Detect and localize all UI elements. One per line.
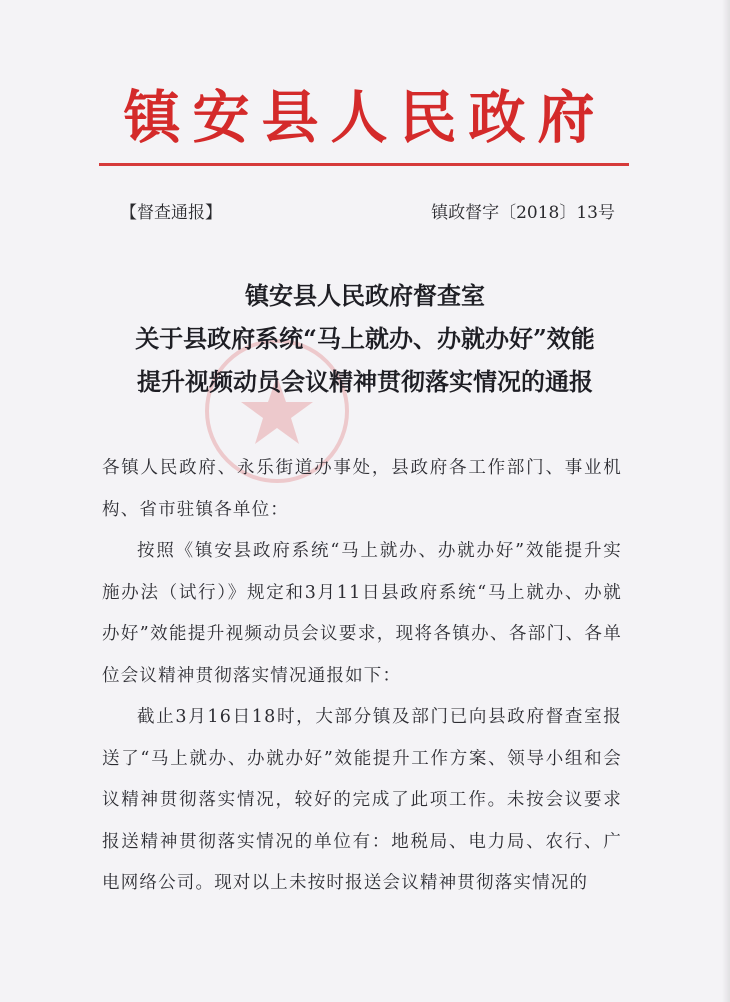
- masthead-title: 镇安县人民政府: [123, 84, 607, 151]
- title-line-1: 镇安县人民政府督查室: [245, 281, 485, 310]
- salutation: 各镇人民政府、永乐街道办事处，县政府各工作部门、事业机构、省市驻镇各单位：: [102, 458, 622, 520]
- document-body: [102, 448, 622, 905]
- document-type-label: 【督查通报】: [120, 203, 222, 223]
- document-number: 镇政督字〔2018〕13号: [431, 203, 615, 223]
- title-line-3: 提升视频动员会议精神贯彻落实情况的通报: [137, 367, 593, 396]
- title-line-2: 关于县政府系统“马上就办、办就办好”效能: [135, 324, 595, 353]
- body-paragraph-1: 按照《镇安县政府系统“马上就办、办就办好”效能提升实施办法（试行）》规定和3月11日县政府系统“马上就办、办就办好”效能提升视频动员会议要求，现将各镇办、各部门、各单位会议精神贯彻落实情况通报如下：: [102, 541, 622, 686]
- scan-edge-shadow: [722, 0, 730, 1002]
- document-number-row: [120, 200, 615, 226]
- document-title: [0, 274, 730, 403]
- red-divider-line: [99, 163, 629, 166]
- body-paragraph-2: 截止3月16日18时，大部分镇及部门已向县政府督查室报送了“马上就办、办就办好”效能提升工作方案、领导小组和会议精神贯彻落实情况，较好的完成了此项工作。未按会议要求报送精神贯彻落实情况的单位有：地税局、电力局、农行、广电网络公司。现对以上未按时报送会议精神贯彻落实情况的: [102, 707, 622, 893]
